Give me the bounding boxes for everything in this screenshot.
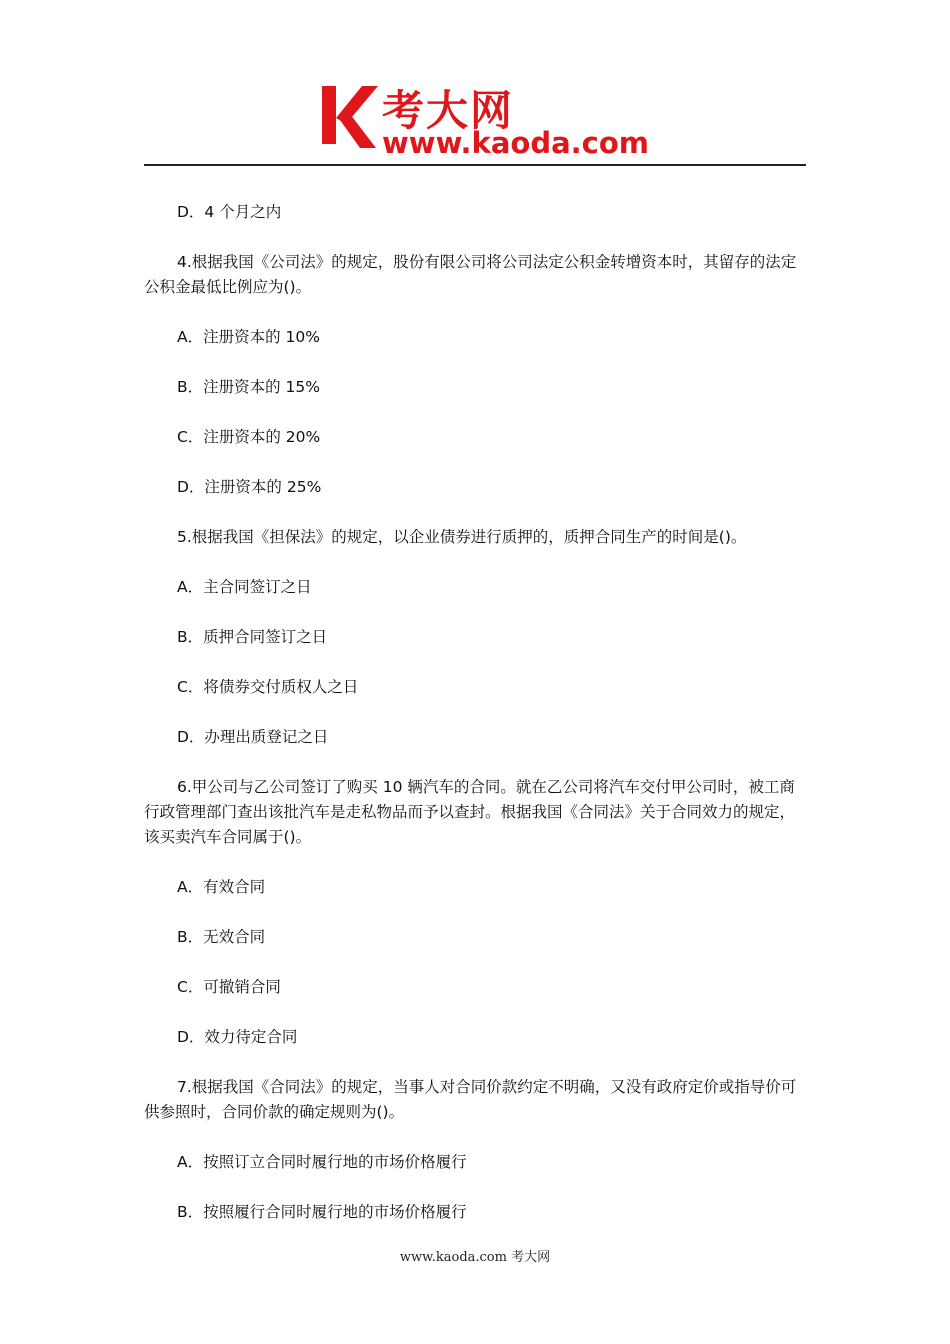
site-logo[interactable] — [318, 82, 648, 158]
logo-k-icon — [318, 82, 378, 152]
option-7b: B．按照履行合同时履行地的市场价格履行 — [177, 1203, 467, 1221]
option-5b: B．质押合同签订之日 — [177, 628, 328, 646]
option-3d: D．4 个月之内 — [177, 203, 282, 221]
question-7: 7.根据我国《合同法》的规定，当事人对合同价款约定不明确，又没有政府定价或指导价可供参照时，合同价款的确定规则为()。 — [144, 1078, 797, 1121]
question-5: 5.根据我国《担保法》的规定，以企业债券进行质押的，质押合同生产的时间是()。 — [177, 528, 747, 546]
option-6c: C．可撤销合同 — [177, 978, 281, 996]
option-5a: A．主合同签订之日 — [177, 578, 312, 596]
option-6d: D．效力待定合同 — [177, 1028, 298, 1046]
header-divider — [144, 164, 806, 166]
option-6b: B．无效合同 — [177, 928, 266, 946]
logo-chinese-name: 考大网 — [382, 86, 515, 135]
option-5d: D．办理出质登记之日 — [177, 728, 329, 746]
question-6: 6.甲公司与乙公司签订了购买 10 辆汽车的合同。就在乙公司将汽车交付甲公司时，被工商行政管理部门查出该批汽车是走私物品而予以查封。根据我国《合同法》关于合同效力的规定，该买卖汽车合同属于()。 — [144, 778, 796, 846]
page-footer[interactable]: www.kaoda.com 考大网 — [399, 1250, 551, 1265]
option-4d: D．注册资本的 25% — [177, 478, 322, 496]
document-body — [144, 200, 806, 1250]
option-4b: B．注册资本的 15% — [177, 378, 321, 396]
option-4c: C．注册资本的 20% — [177, 428, 321, 446]
option-5c: C．将债券交付质权人之日 — [177, 678, 359, 696]
option-4a: A．注册资本的 10% — [177, 328, 320, 346]
logo-url: www.kaoda.com — [382, 126, 649, 160]
question-4: 4.根据我国《公司法》的规定，股份有限公司将公司法定公积金转增资本时，其留存的法定公积金最低比例应为()。 — [144, 253, 797, 296]
option-7a: A．按照订立合同时履行地的市场价格履行 — [177, 1153, 467, 1171]
option-6a: A．有效合同 — [177, 878, 266, 896]
